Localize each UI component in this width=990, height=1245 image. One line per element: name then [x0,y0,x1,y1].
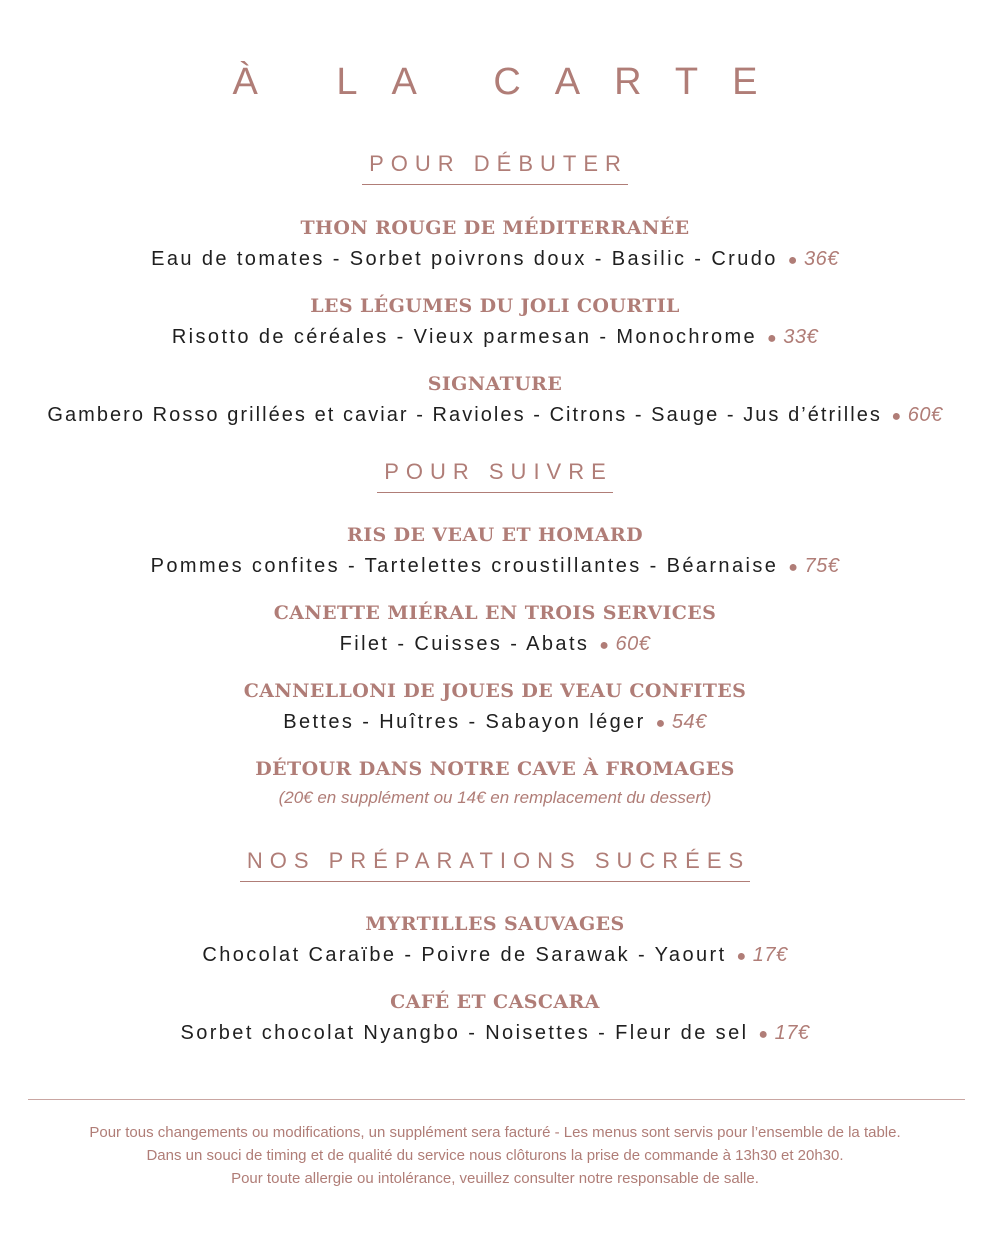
price-value: 75€ [804,555,840,577]
dish-price [756,1022,809,1044]
dish-name: CANETTE MIÉRAL EN TROIS SERVICES [273,602,717,624]
price-value: 36€ [804,248,839,270]
bullet-icon: ● [599,637,610,654]
footer-divider [28,1099,965,1100]
dish-description-line [0,401,990,431]
dish-thon-rouge [0,215,990,275]
price-value: 60€ [907,404,943,426]
price-value: 60€ [615,633,651,655]
bullet-icon: ● [788,559,799,576]
price-value: 54€ [671,711,707,733]
dish-price [765,326,818,348]
dish-price [597,633,650,655]
dish-description-line [0,552,990,582]
dish-price [786,555,839,577]
section-heading-label: NOS PRÉPARATIONS SUCRÉES [240,847,750,882]
dish-description: Filet - Cuisses - Abats [339,633,590,655]
bullet-icon: ● [655,715,666,732]
dish-name: DÉTOUR DANS NOTRE CAVE À FROMAGES [255,758,735,780]
dish-fromages [0,756,990,810]
dish-description: Eau de tomates - Sorbet poivrons doux - Basilic - Crudo [151,248,778,270]
footer-line: Pour toute allergie ou intolérance, veuillez consulter notre responsable de salle. [231,1170,759,1187]
dish-name: THON ROUGE DE MÉDITERRANÉE [300,217,690,239]
dish-canette [0,600,990,660]
bullet-icon: ● [736,948,747,965]
dish-legumes [0,293,990,353]
dish-name: RIS DE VEAU ET HOMARD [347,524,643,546]
dish-name: SIGNATURE [427,373,563,395]
dish-name: CAFÉ ET CASCARA [390,991,600,1013]
footer-line: Dans un souci de timing et de qualité du service nous clôturons la prise de commande à 13h30 et 20h30. [146,1147,844,1164]
footer-notice [0,1121,990,1190]
dish-description-line [0,941,990,971]
menu-title: À LA CARTE [232,61,792,103]
price-value: 17€ [774,1022,810,1044]
dish-description: Sorbet chocolat Nyangbo - Noisettes - Fleur de sel [180,1022,749,1044]
dish-description: Chocolat Caraïbe - Poivre de Sarawak - Yaourt [202,944,727,966]
dish-name: CANNELLONI DE JOUES DE VEAU CONFITES [243,680,747,702]
dish-description: Risotto de céréales - Vieux parmesan - Monochrome [171,326,758,348]
dish-cannelloni [0,678,990,738]
dish-cafe-cascara [0,989,990,1049]
dish-description: Gambero Rosso grillées et caviar - Ravioles - Citrons - Sauge - Jus d’étrilles [47,404,882,426]
dish-description-line [0,1019,990,1049]
dish-price [654,711,707,733]
section-heading-label: POUR DÉBUTER [362,150,628,185]
bullet-icon: ● [767,330,778,347]
bullet-icon: ● [758,1026,769,1043]
section-heading-pour-debuter [0,150,990,185]
bullet-icon: ● [787,252,798,269]
dish-ris-de-veau [0,522,990,582]
bullet-icon: ● [891,408,902,425]
dish-price [735,944,788,966]
section-heading-sucrees [0,847,990,882]
dish-signature [0,371,990,431]
section-heading-label: POUR SUIVRE [377,458,613,493]
dish-description-line [0,708,990,738]
footer-line: Pour tous changements ou modifications, un supplément sera facturé - Les menus sont servis pour l’ensemble de la table. [89,1124,901,1141]
dish-note: (20€ en supplément ou 14€ en remplacement du dessert) [278,788,712,807]
dish-price [786,248,839,270]
dish-description: Bettes - Huîtres - Sabayon léger [283,711,646,733]
dish-description-line [0,630,990,660]
dish-description: Pommes confites - Tartelettes croustillantes - Béarnaise [150,555,779,577]
dish-price [890,404,943,426]
dish-myrtilles [0,911,990,971]
price-value: 17€ [752,944,788,966]
price-value: 33€ [783,326,819,348]
dish-name: LES LÉGUMES DU JOLI COURTIL [310,295,680,317]
dish-description-line [0,245,990,275]
section-heading-pour-suivre [0,458,990,493]
dish-name: MYRTILLES SAUVAGES [365,913,625,935]
dish-description-line [0,323,990,353]
